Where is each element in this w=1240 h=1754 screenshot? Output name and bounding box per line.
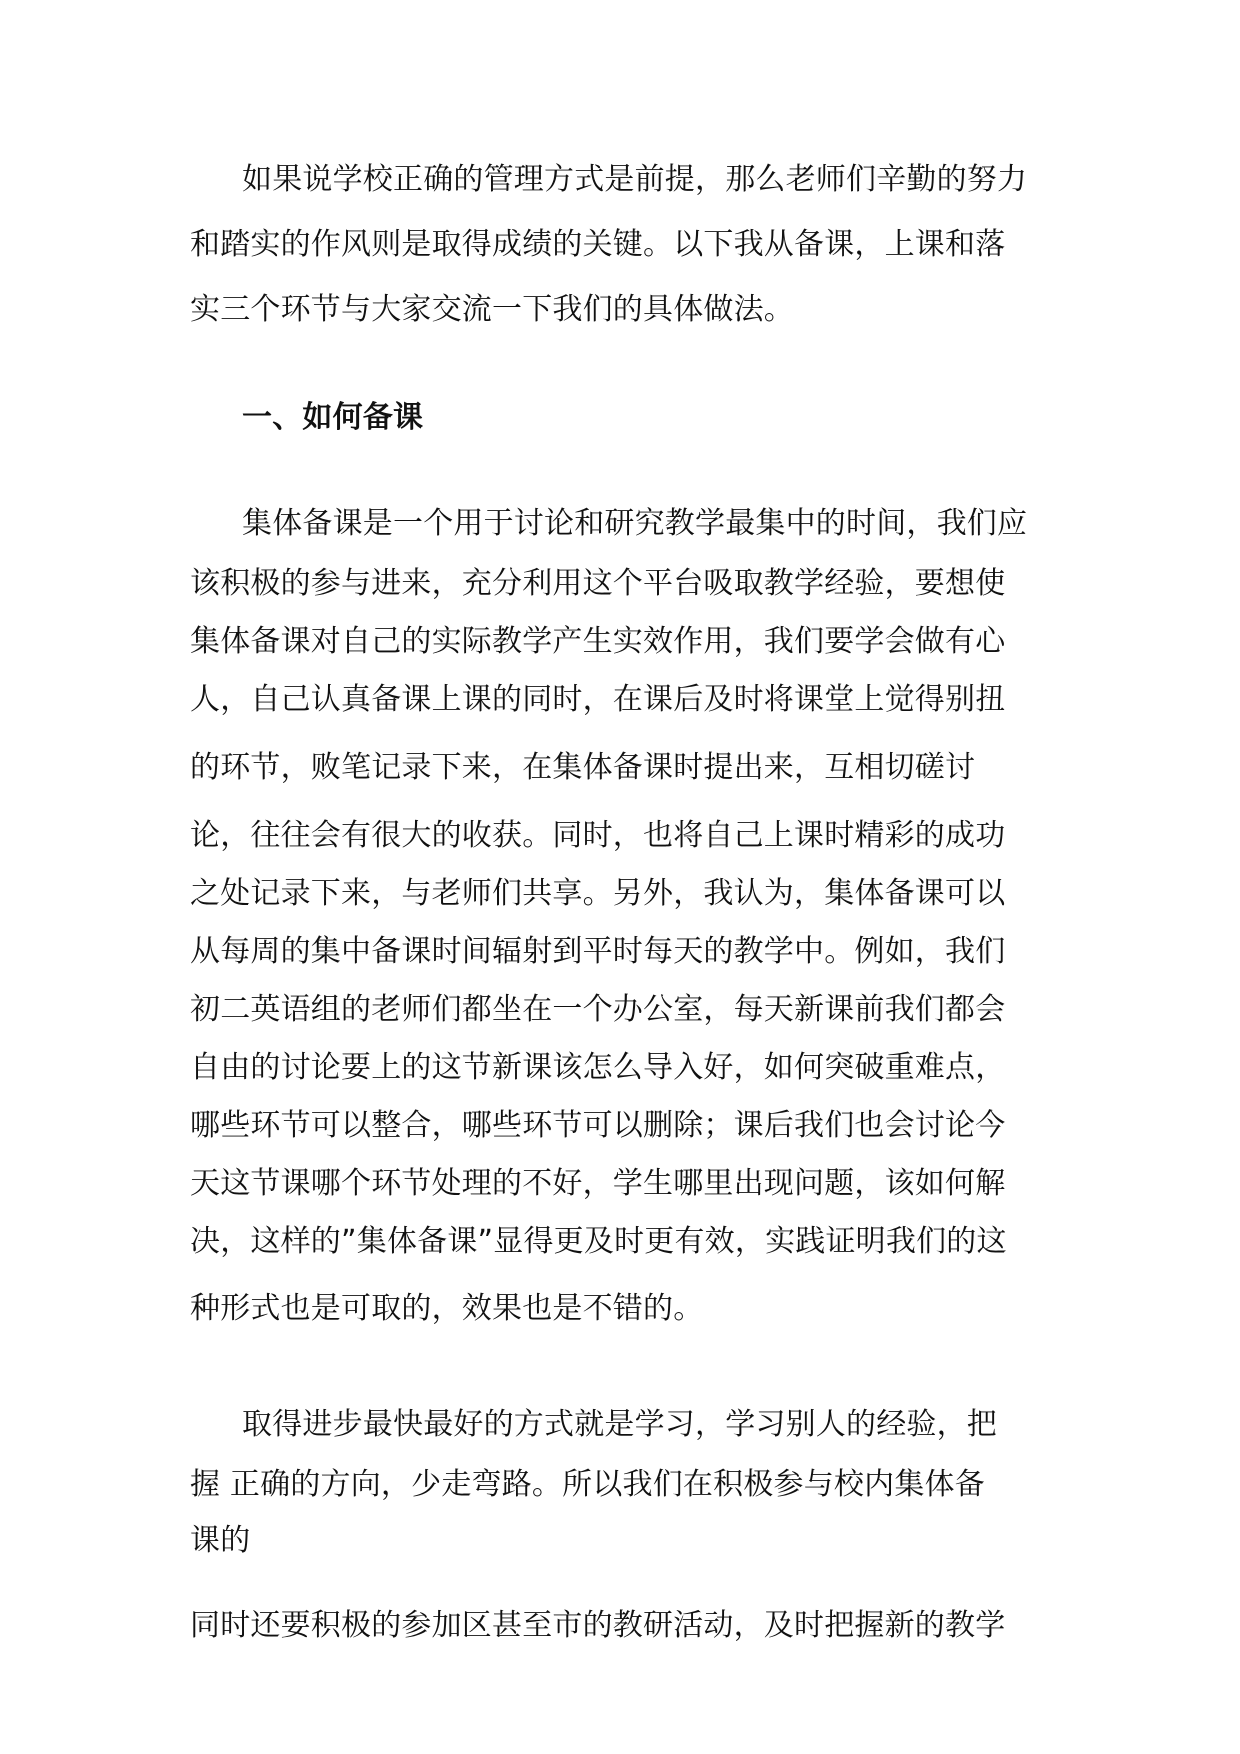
paragraph-line: 集体备课是一个用于讨论和研究教学最集中的时间，我们应 [242, 506, 1028, 541]
paragraph-line: 初二英语组的老师们都坐在一个办公室，每天新课前我们都会 [190, 992, 1006, 1027]
paragraph-line: 的环节，败笔记录下来，在集体备课时提出来，互相切磋讨 [190, 750, 976, 785]
paragraph-line: 自由的讨论要上的这节新课该怎么导入好，如何突破重难点， [190, 1050, 1006, 1085]
paragraph-line: 天这节课哪个环节处理的不好，学生哪里出现问题，该如何解 [190, 1166, 1006, 1201]
paragraph-line: 握 正确的方向，少走弯路。所以我们在积极参与校内集体备 [190, 1467, 985, 1502]
paragraph-line: 从每周的集中备课时间辐射到平时每天的教学中。例如，我们 [190, 934, 1006, 969]
paragraph-line: 课的 [190, 1523, 251, 1558]
intro-line: 和踏实的作风则是取得成绩的关键。以下我从备课，上课和落 [190, 227, 1006, 262]
paragraph-line: 之处记录下来，与老师们共享。另外，我认为，集体备课可以 [190, 876, 1006, 911]
section-heading: 一、如何备课 [242, 400, 424, 435]
paragraph-line: 取得进步最快最好的方式就是学习，学习别人的经验，把 [242, 1407, 997, 1442]
paragraph-line: 人，自己认真备课上课的同时，在课后及时将课堂上觉得别扭 [190, 682, 1006, 717]
paragraph-line: 种形式也是可取的，效果也是不错的。 [190, 1291, 704, 1326]
paragraph-line: 哪些环节可以整合，哪些环节可以删除；课后我们也会讨论今 [190, 1108, 1006, 1143]
paragraph-line: 决，这样的”集体备课”显得更及时更有效，实践证明我们的这 [190, 1224, 1007, 1259]
paragraph-line: 论，往往会有很大的收获。同时，也将自己上课时精彩的成功 [190, 818, 1006, 853]
intro-line: 实三个环节与大家交流一下我们的具体做法。 [190, 292, 794, 327]
paragraph-line: 该积极的参与进来，充分利用这个平台吸取教学经验，要想使 [190, 566, 1006, 601]
paragraph-line: 集体备课对自己的实际教学产生实效作用，我们要学会做有心 [190, 624, 1006, 659]
paragraph-line: 同时还要积极的参加区甚至市的教研活动，及时把握新的教学 [190, 1608, 1006, 1643]
intro-line: 如果说学校正确的管理方式是前提，那么老师们辛勤的努力 [242, 162, 1028, 197]
